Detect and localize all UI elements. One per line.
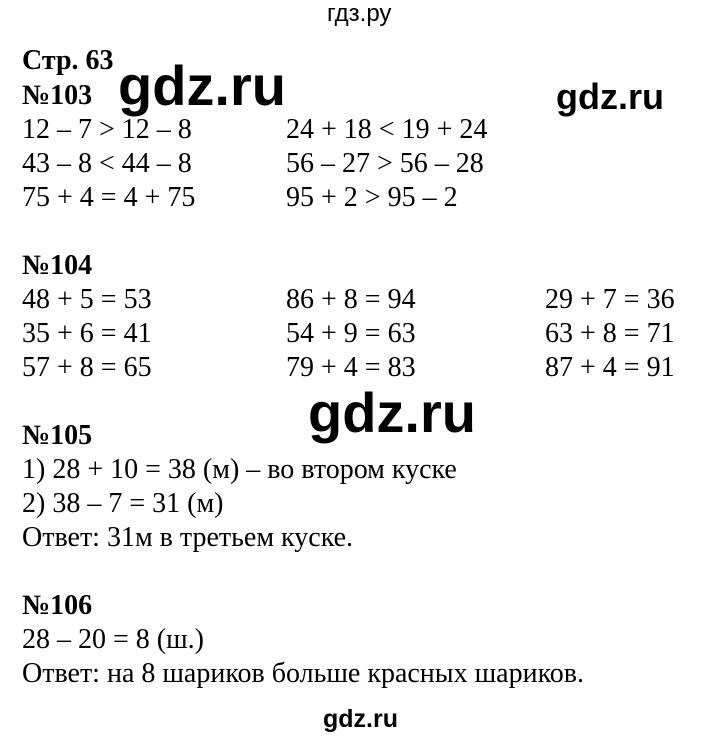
task-106-line: 28 – 20 = 8 (ш.)	[22, 624, 204, 655]
task-103-expr: 43 – 8 < 44 – 8	[22, 148, 192, 179]
watermark-top: гдз.ру	[327, 0, 392, 27]
task-103-expr: 95 + 2 > 95 – 2	[286, 182, 458, 213]
watermark-large-2: gdz.ru	[308, 381, 476, 444]
task-104-expr: 57 + 8 = 65	[22, 352, 152, 383]
task-104-expr: 29 + 7 = 36	[545, 284, 675, 315]
task-105-heading: №105	[22, 420, 93, 451]
watermark-large-1: gdz.ru	[118, 54, 286, 117]
watermark-right: gdz.ru	[556, 76, 664, 117]
task-105-answer: Ответ: 31м в третьем куске.	[22, 522, 354, 553]
task-104-expr: 35 + 6 = 41	[22, 318, 152, 349]
task-103-expr: 75 + 4 = 4 + 75	[22, 182, 196, 213]
task-104-expr: 63 + 8 = 71	[545, 318, 675, 349]
task-104-expr: 79 + 4 = 83	[286, 352, 416, 383]
task-104-expr: 54 + 9 = 63	[286, 318, 416, 349]
page-label: Стр. 63	[22, 45, 114, 76]
task-106-heading: №106	[22, 590, 93, 621]
task-103-expr: 24 + 18 < 19 + 24	[286, 114, 488, 145]
task-104-expr: 86 + 8 = 94	[286, 284, 416, 315]
task-104-heading: №104	[22, 250, 93, 281]
task-104-expr: 87 + 4 = 91	[545, 352, 675, 383]
task-103-expr: 12 – 7 > 12 – 8	[22, 114, 192, 145]
task-104-expr: 48 + 5 = 53	[22, 284, 152, 315]
task-103-heading: №103	[22, 80, 93, 111]
task-105-line: 1) 28 + 10 = 38 (м) – во втором куске	[22, 454, 457, 485]
task-105-line: 2) 38 – 7 = 31 (м)	[22, 488, 224, 519]
watermark-bottom: gdz.ru	[323, 705, 398, 733]
task-106-answer: Ответ: на 8 шариков больше красных шариков.	[22, 658, 584, 689]
task-103-expr: 56 – 27 > 56 – 28	[286, 148, 484, 179]
